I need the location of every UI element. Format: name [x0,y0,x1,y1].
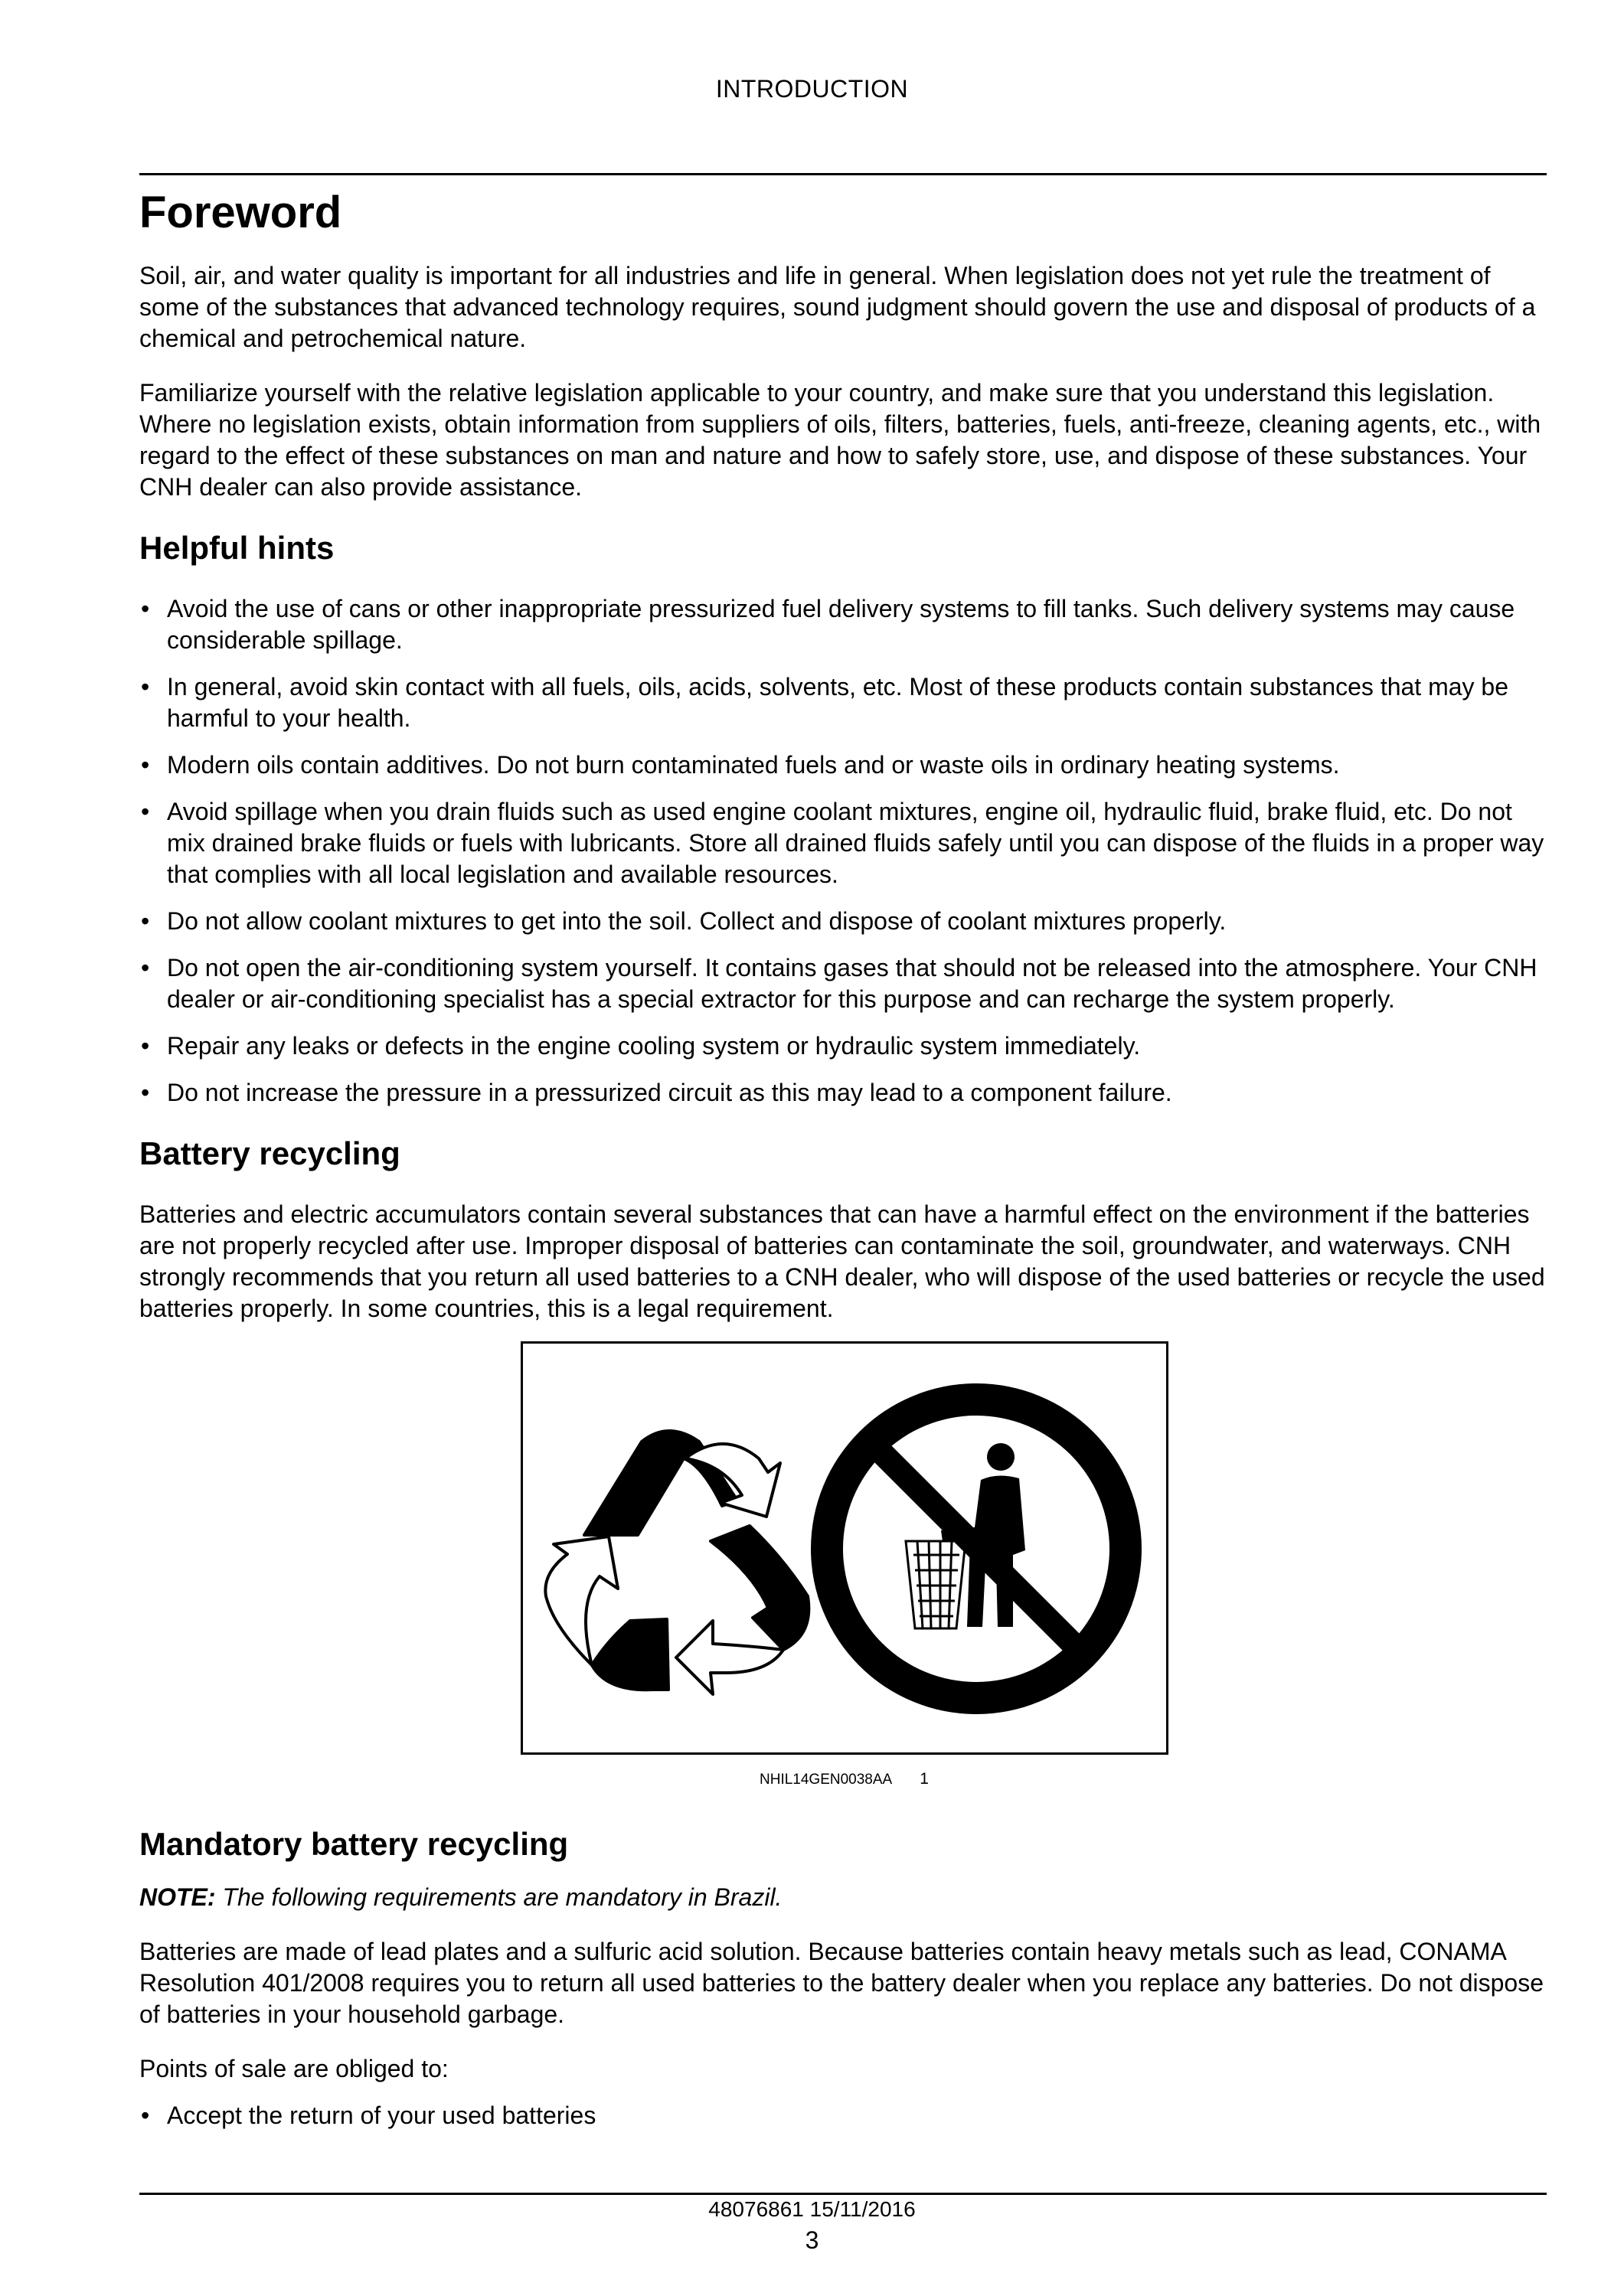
foreword-paragraph-2: Familiarize yourself with the relative legislation applicable to your country, and make sure that you understand this legislation. Where no legislation exists, obtain information from suppliers of oils, filters, batteries, fuels, anti-freeze, cleaning agents, etc., with regard to the effect of these substances on man and nature and how to safely store, use, and dispose of these substances. Your CNH dealer can also provide assistance. [139,379,1541,501]
list-item: • Modern oils contain additives. Do not burn contaminated fuels and or waste oils in ordinary heating systems. [139,750,1547,781]
bullet-icon: • [141,907,150,935]
footer-doc-code: 48076861 15/11/2016 [708,2197,916,2221]
points-list [139,2100,1547,2131]
mandatory-paragraph: Batteries are made of lead plates and a sulfuric acid solution. Because batteries contain heavy metals such as lead, CONAMA Resolution 401/2008 requires you to return all used batteries to the battery dealer when you replace any batteries. Do not dispose of batteries in your household garbage. [139,1938,1544,2028]
list-item: • Repair any leaks or defects in the engine cooling system or hydraulic system immediately. [139,1030,1547,1062]
list-item: • In general, avoid skin contact with all fuels, oils, acids, solvents, etc. Most of these products contain substances that may be harmful to your health. [141,673,1509,732]
points-intro: Points of sale are obliged to: [139,2055,449,2082]
battery-recycling-paragraph: Batteries and electric accumulators contain several substances that can have a harmful effect on the environment if the batteries are not properly recycled after use. Improper disposal of batteries can contaminate the soil, groundwater, and waterways. CNH strongly recommends that you return all used batteries to a CNH dealer, who will dispose of the used batteries or recycle the used batteries properly. In some countries, this is a legal requirement. [139,1200,1545,1322]
bullet-icon: • [141,1032,150,1060]
figure-illustration [523,1344,1166,1752]
list-item: • Accept the return of your used batteries [139,2100,1547,2131]
no-trash-disposal-icon [811,1383,1142,1714]
note [139,1882,1547,1913]
list-item: • Do not increase the pressure in a pressurized circuit as this may lead to a component failure. [139,1077,1547,1109]
helpful-hints-list [139,593,1547,1109]
figure-frame [521,1341,1168,1755]
recycling-symbol-icon [545,1431,809,1694]
foreword-title: Foreword [139,188,342,237]
mandatory-recycling-title: Mandatory battery recycling [139,1826,569,1862]
list-item: • Do not allow coolant mixtures to get into the soil. Collect and dispose of coolant mixtures properly. [139,906,1547,937]
bullet-icon: • [141,595,150,622]
list-item: • Avoid spillage when you drain fluids such as used engine coolant mixtures, engine oil, hydraulic fluid, brake fluid, etc. Do not mix drained brake fluids or fuels with lubricants. Store all drained fluids safely until you can dispose of the fluids in a proper way that complies with all local legislation and available resources. [141,798,1544,888]
list-item: • Avoid the use of cans or other inappropriate pressurized fuel delivery systems to fill tanks. Such delivery systems may cause considerable spillage. [141,595,1515,654]
running-header: INTRODUCTION [715,75,909,103]
foreword-paragraph-1: Soil, air, and water quality is important for all industries and life in general. When legislation does not yet rule the treatment of some of the substances that advanced technology requires, sound judgment should govern the use and disposal of products of a chemical and petrochemical nature. [139,262,1536,352]
note-text: The following requirements are mandatory in Brazil. [215,1883,783,1911]
battery-recycling-title: Battery recycling [139,1135,400,1171]
bullet-icon: • [141,673,150,701]
figure [139,1341,1547,1822]
note-label: NOTE: [139,1883,216,1911]
bullet-icon: • [141,954,150,981]
helpful-hints-title: Helpful hints [139,530,335,566]
bullet-icon: • [141,2102,150,2129]
bullet-icon: • [141,751,150,779]
bullet-icon: • [141,798,150,825]
figure-number: 1 [920,1770,929,1788]
figure-caption [760,1770,929,1788]
footer-rule [139,2193,1547,2195]
list-item: • Do not open the air-conditioning system yourself. It contains gases that should not be released into the atmosphere. Your CNH dealer or air-conditioning specialist has a special extractor for this purpose and can recharge the system properly. [141,954,1537,1013]
bullet-icon: • [141,1079,150,1106]
page-content [139,175,1547,2147]
figure-code: NHIL14GEN0038AA [760,1772,893,1788]
page-number: 3 [805,2226,819,2254]
